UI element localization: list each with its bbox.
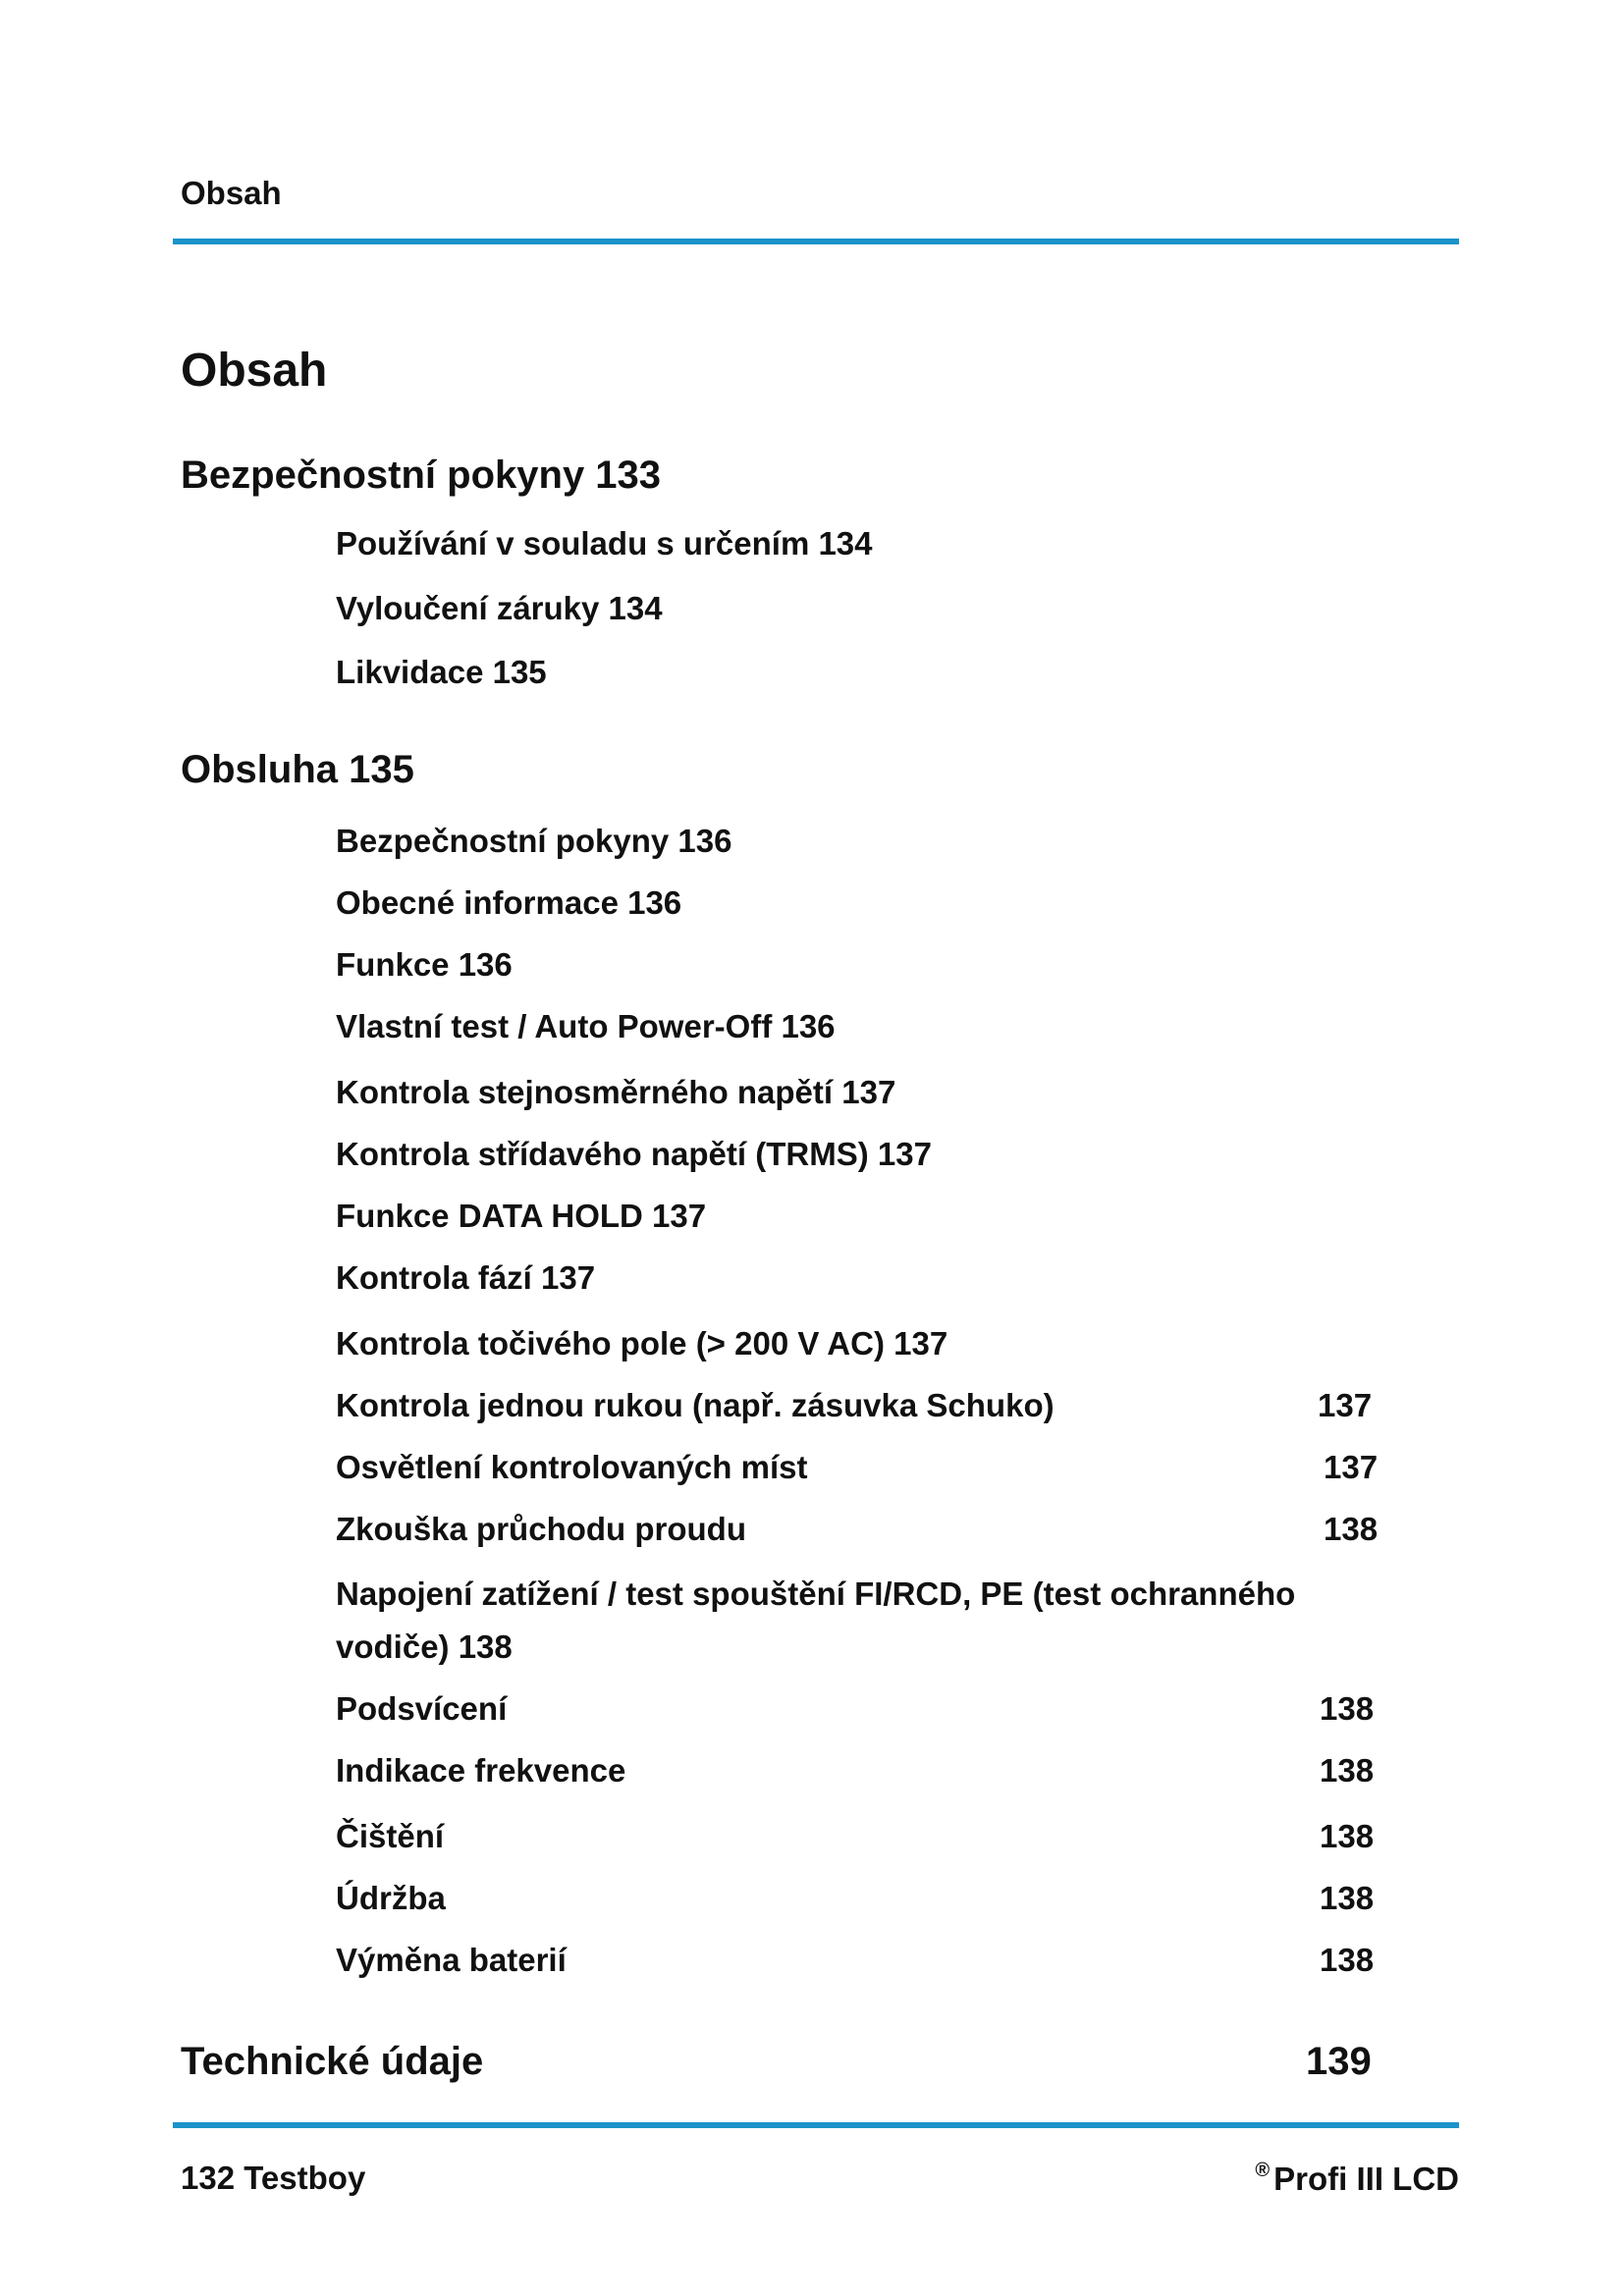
toc-entry[interactable]: Čištění [336, 1818, 445, 1854]
toc-page-number: 138 [1324, 1511, 1379, 1547]
toc-section-safety[interactable]: Bezpečnostní pokyny 133 [181, 454, 662, 497]
toc-entry[interactable]: Údržba [336, 1880, 446, 1916]
toc-entry[interactable]: Indikace frekvence [336, 1752, 626, 1789]
toc-entry[interactable]: Kontrola jednou rukou (např. zásuvka Schuko) [336, 1387, 1055, 1423]
toc-entry[interactable]: Kontrola střídavého napětí (TRMS) 137 [336, 1136, 932, 1172]
toc-entry-multiline-line1[interactable]: Napojení zatížení / test spouštění FI/RCD, PE (test ochranného [336, 1575, 1296, 1612]
toc-entry[interactable]: Likvidace 135 [336, 654, 547, 690]
footer-rule [173, 2122, 1459, 2128]
header-rule [173, 239, 1459, 244]
toc-entry[interactable]: Kontrola stejnosměrného napětí 137 [336, 1074, 896, 1110]
footer-product [1255, 2160, 1459, 2198]
toc-entry[interactable]: Vyloučení záruky 134 [336, 590, 663, 626]
toc-entry[interactable]: Podsvícení [336, 1690, 508, 1727]
toc-entry[interactable]: Obecné informace 136 [336, 884, 682, 921]
toc-page-number: 138 [1320, 1818, 1375, 1854]
toc-entry[interactable]: Funkce 136 [336, 946, 513, 983]
toc-section-operation[interactable]: Obsluha 135 [181, 748, 414, 791]
toc-page-number: 137 [1324, 1449, 1379, 1485]
toc-entry[interactable]: Osvětlení kontrolovaných míst [336, 1449, 808, 1485]
toc-entry[interactable]: Kontrola točivého pole (> 200 V AC) 137 [336, 1325, 948, 1362]
page-title: Obsah [181, 345, 328, 397]
toc-page-number: 137 [1318, 1387, 1373, 1423]
toc-entry[interactable]: Kontrola fází 137 [336, 1259, 596, 1296]
toc-entry[interactable]: Zkouška průchodu proudu [336, 1511, 746, 1547]
toc-entry[interactable]: Používání v souladu s určením 134 [336, 525, 873, 561]
toc-page-number: 138 [1320, 1942, 1375, 1978]
toc-section-technical-data[interactable]: Technické údaje [181, 2040, 484, 2083]
footer-page-brand: 132 Testboy [181, 2160, 366, 2196]
toc-page-number: 138 [1320, 1752, 1375, 1789]
toc-entry-multiline-line2[interactable]: vodiče) 138 [336, 1629, 513, 1665]
toc-entry[interactable]: Bezpečnostní pokyny 136 [336, 823, 732, 859]
toc-page-number: 139 [1306, 2040, 1372, 2083]
toc-entry[interactable]: Výměna baterií [336, 1942, 567, 1978]
footer-product-name: Profi III LCD [1273, 2161, 1459, 2197]
toc-entry[interactable]: Funkce DATA HOLD 137 [336, 1198, 707, 1234]
toc-page-number: 138 [1320, 1690, 1375, 1727]
toc-page-number: 138 [1320, 1880, 1375, 1916]
toc-entry[interactable]: Vlastní test / Auto Power-Off 136 [336, 1008, 836, 1044]
registered-mark: ® [1255, 2160, 1271, 2181]
running-header: Obsah [181, 175, 282, 211]
